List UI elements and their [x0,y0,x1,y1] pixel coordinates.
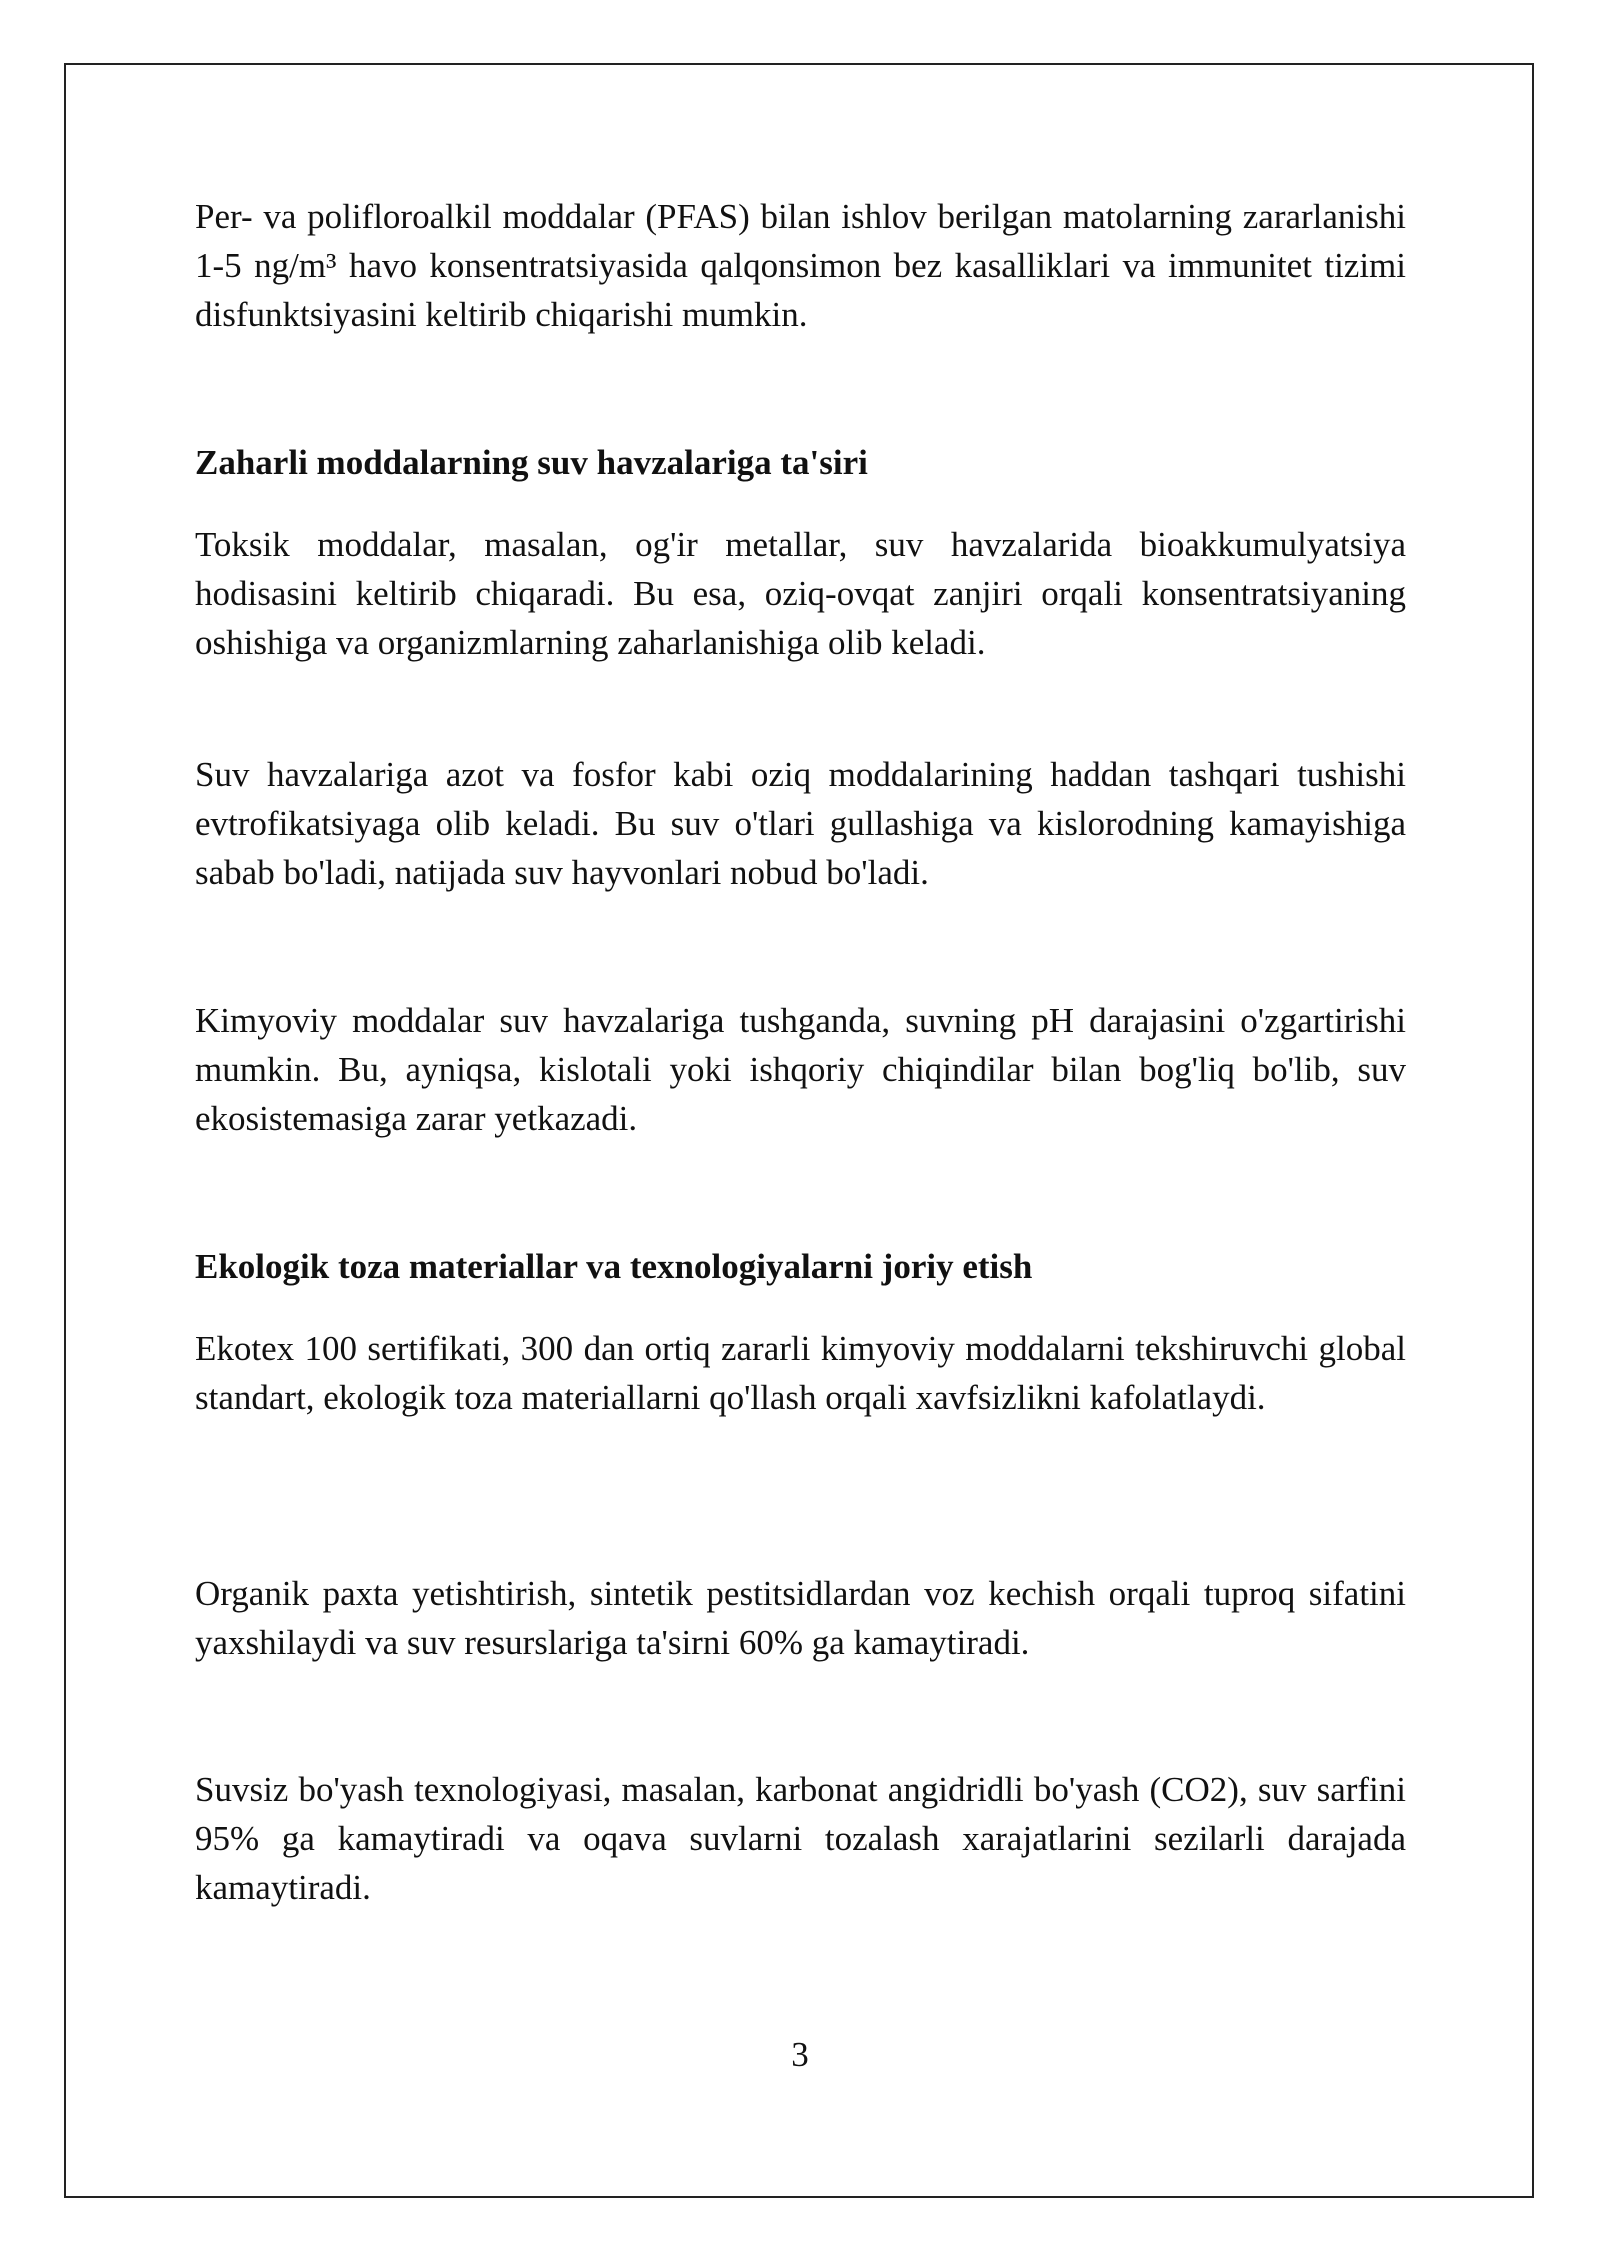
paragraph-waterless-dyeing: Suvsiz bo'yash texnologiyasi, masalan, karbonat angidridli bo'yash (CO2), suv sarfini 95% ga kamaytiradi va oqava suvlarni tozalash xarajatlarini sezilarli darajada kamaytiradi. [195,1770,1406,1907]
paragraph-eutrophication: Suv havzalariga azot va fosfor kabi oziq moddalarining haddan tashqari tushishi evtrofikatsiyaga olib keladi. Bu suv o'tlari gullashiga va kislorodning kamayishiga sabab bo'ladi, natijada suv hayvonlari nobud bo'ladi. [195,755,1406,892]
page-number: 3 [791,2035,809,2074]
paragraph-pfas: Per- va polifloroalkil moddalar (PFAS) bilan ishlov berilgan matolarning zararlanishi 1-5 ng/m³ havo konsentratsiyasida qalqonsimon bez kasalliklari va immunitet tizimi disfunktsiyasini keltirib chiqarishi mumkin. [195,197,1406,334]
heading-water-impact: Zaharli moddalarning suv havzalariga ta'siri [195,443,868,482]
paragraph-ph-change: Kimyoviy moddalar suv havzalariga tushganda, suvning pH darajasini o'zgartirishi mumkin. Bu, ayniqsa, kislotali yoki ishqoriy chiqindilar bilan bog'liq bo'lib, suv ekosistemasiga zarar yetkazadi. [195,1001,1406,1138]
heading-eco-materials: Ekologik toza materiallar va texnologiyalarni joriy etish [195,1247,1033,1286]
paragraph-bioaccumulation: Toksik moddalar, masalan, og'ir metallar, suv havzalarida bioakkumulyatsiya hodisasini keltirib chiqaradi. Bu esa, oziq-ovqat zanjiri orqali konsentratsiyaning oshishiga va organizmlarning zaharlanishiga olib keladi. [195,525,1406,662]
paragraph-organic-cotton: Organik paxta yetishtirish, sintetik pestitsidlardan voz kechish orqali tuproq sifatini yaxshilaydi va suv resurslariga ta'sirni 60% ga kamaytiradi. [195,1574,1406,1662]
paragraph-ekotex: Ekotex 100 sertifikati, 300 dan ortiq zararli kimyoviy moddalarni tekshiruvchi global standart, ekologik toza materiallarni qo'llash orqali xavfsizlikni kafolatlaydi. [195,1329,1406,1417]
